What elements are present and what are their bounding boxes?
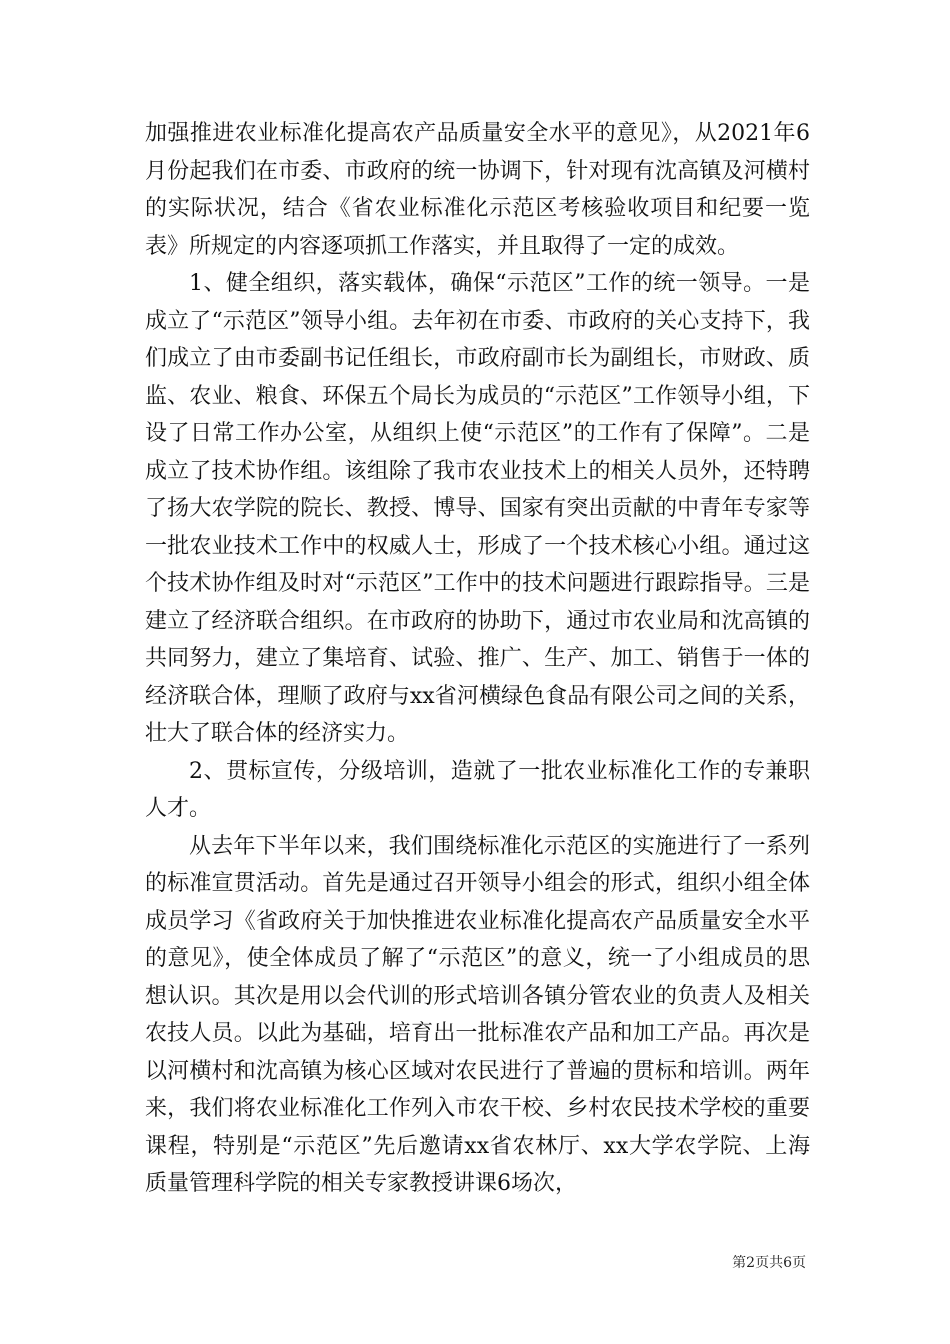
paragraph-3: 2、贯标宣传，分级培训，造就了一批农业标准化工作的专兼职人才。 xyxy=(145,758,810,821)
paragraph-4: 从去年下半年以来，我们围绕标准化示范区的实施进行了一系列的标准宣贯活动。首先是通过召开领导小组会的形式，组织小组全体成员学习《省政府关于加快推进农业标准化提高农产品质量安全水平的意见》，使全体成员了解了“示范区”的意义，统一了小组成员的思想认识。其次是用以会代训的形式培训各镇分管农业的负责人及相关农技人员。以此为基础，培育出一批标准农产品和加工产品。再次是以河横村和沈高镇为核心区域对农民进行了普遍的贯标和培训。两年来，我们将农业标准化工作列入市农干校、乡村农民技术学校的重要课程，特别是“示范区”先后邀请xx省农林厅、xx大学农学院、上海质量管理科学院的相关专家教授讲课6场次， xyxy=(145,833,810,1196)
paragraph-1: 加强推进农业标准化提高农产品质量安全水平的意见》，从2021年6月份起我们在市委、市政府的统一协调下，针对现有沈高镇及河横村的实际状况，结合《省农业标准化示范区考核验收项目和纪要一览表》所规定的内容逐项抓工作落实，并且取得了一定的成效。 xyxy=(145,121,810,259)
document-body xyxy=(145,115,810,1203)
page-number: 第2页共6页 xyxy=(732,1255,806,1271)
paragraph-2: 1、健全组织，落实载体，确保“示范区”工作的统一领导。一是成立了“示范区”领导小组。去年初在市委、市政府的关心支持下，我们成立了由市委副书记任组长，市政府副市长为副组长，市财政、质监、农业、粮食、环保五个局长为成员的“示范区”工作领导小组，下设了日常工作办公室，从组织上使“示范区”的工作有了保障”。二是成立了技术协作组。该组除了我市农业技术上的相关人员外，还特聘了扬大农学院的院长、教授、博导、国家有突出贡献的中青年专家等一批农业技术工作中的权威人士，形成了一个技术核心小组。通过这个技术协作组及时对“示范区”工作中的技术问题进行跟踪指导。三是建立了经济联合组织。在市政府的协助下，通过市农业局和沈高镇的共同努力，建立了集培育、试验、推广、生产、加工、销售于一体的经济联合体，理顺了政府与xx省河横绿色食品有限公司之间的关系，壮大了联合体的经济实力。 xyxy=(145,271,810,746)
